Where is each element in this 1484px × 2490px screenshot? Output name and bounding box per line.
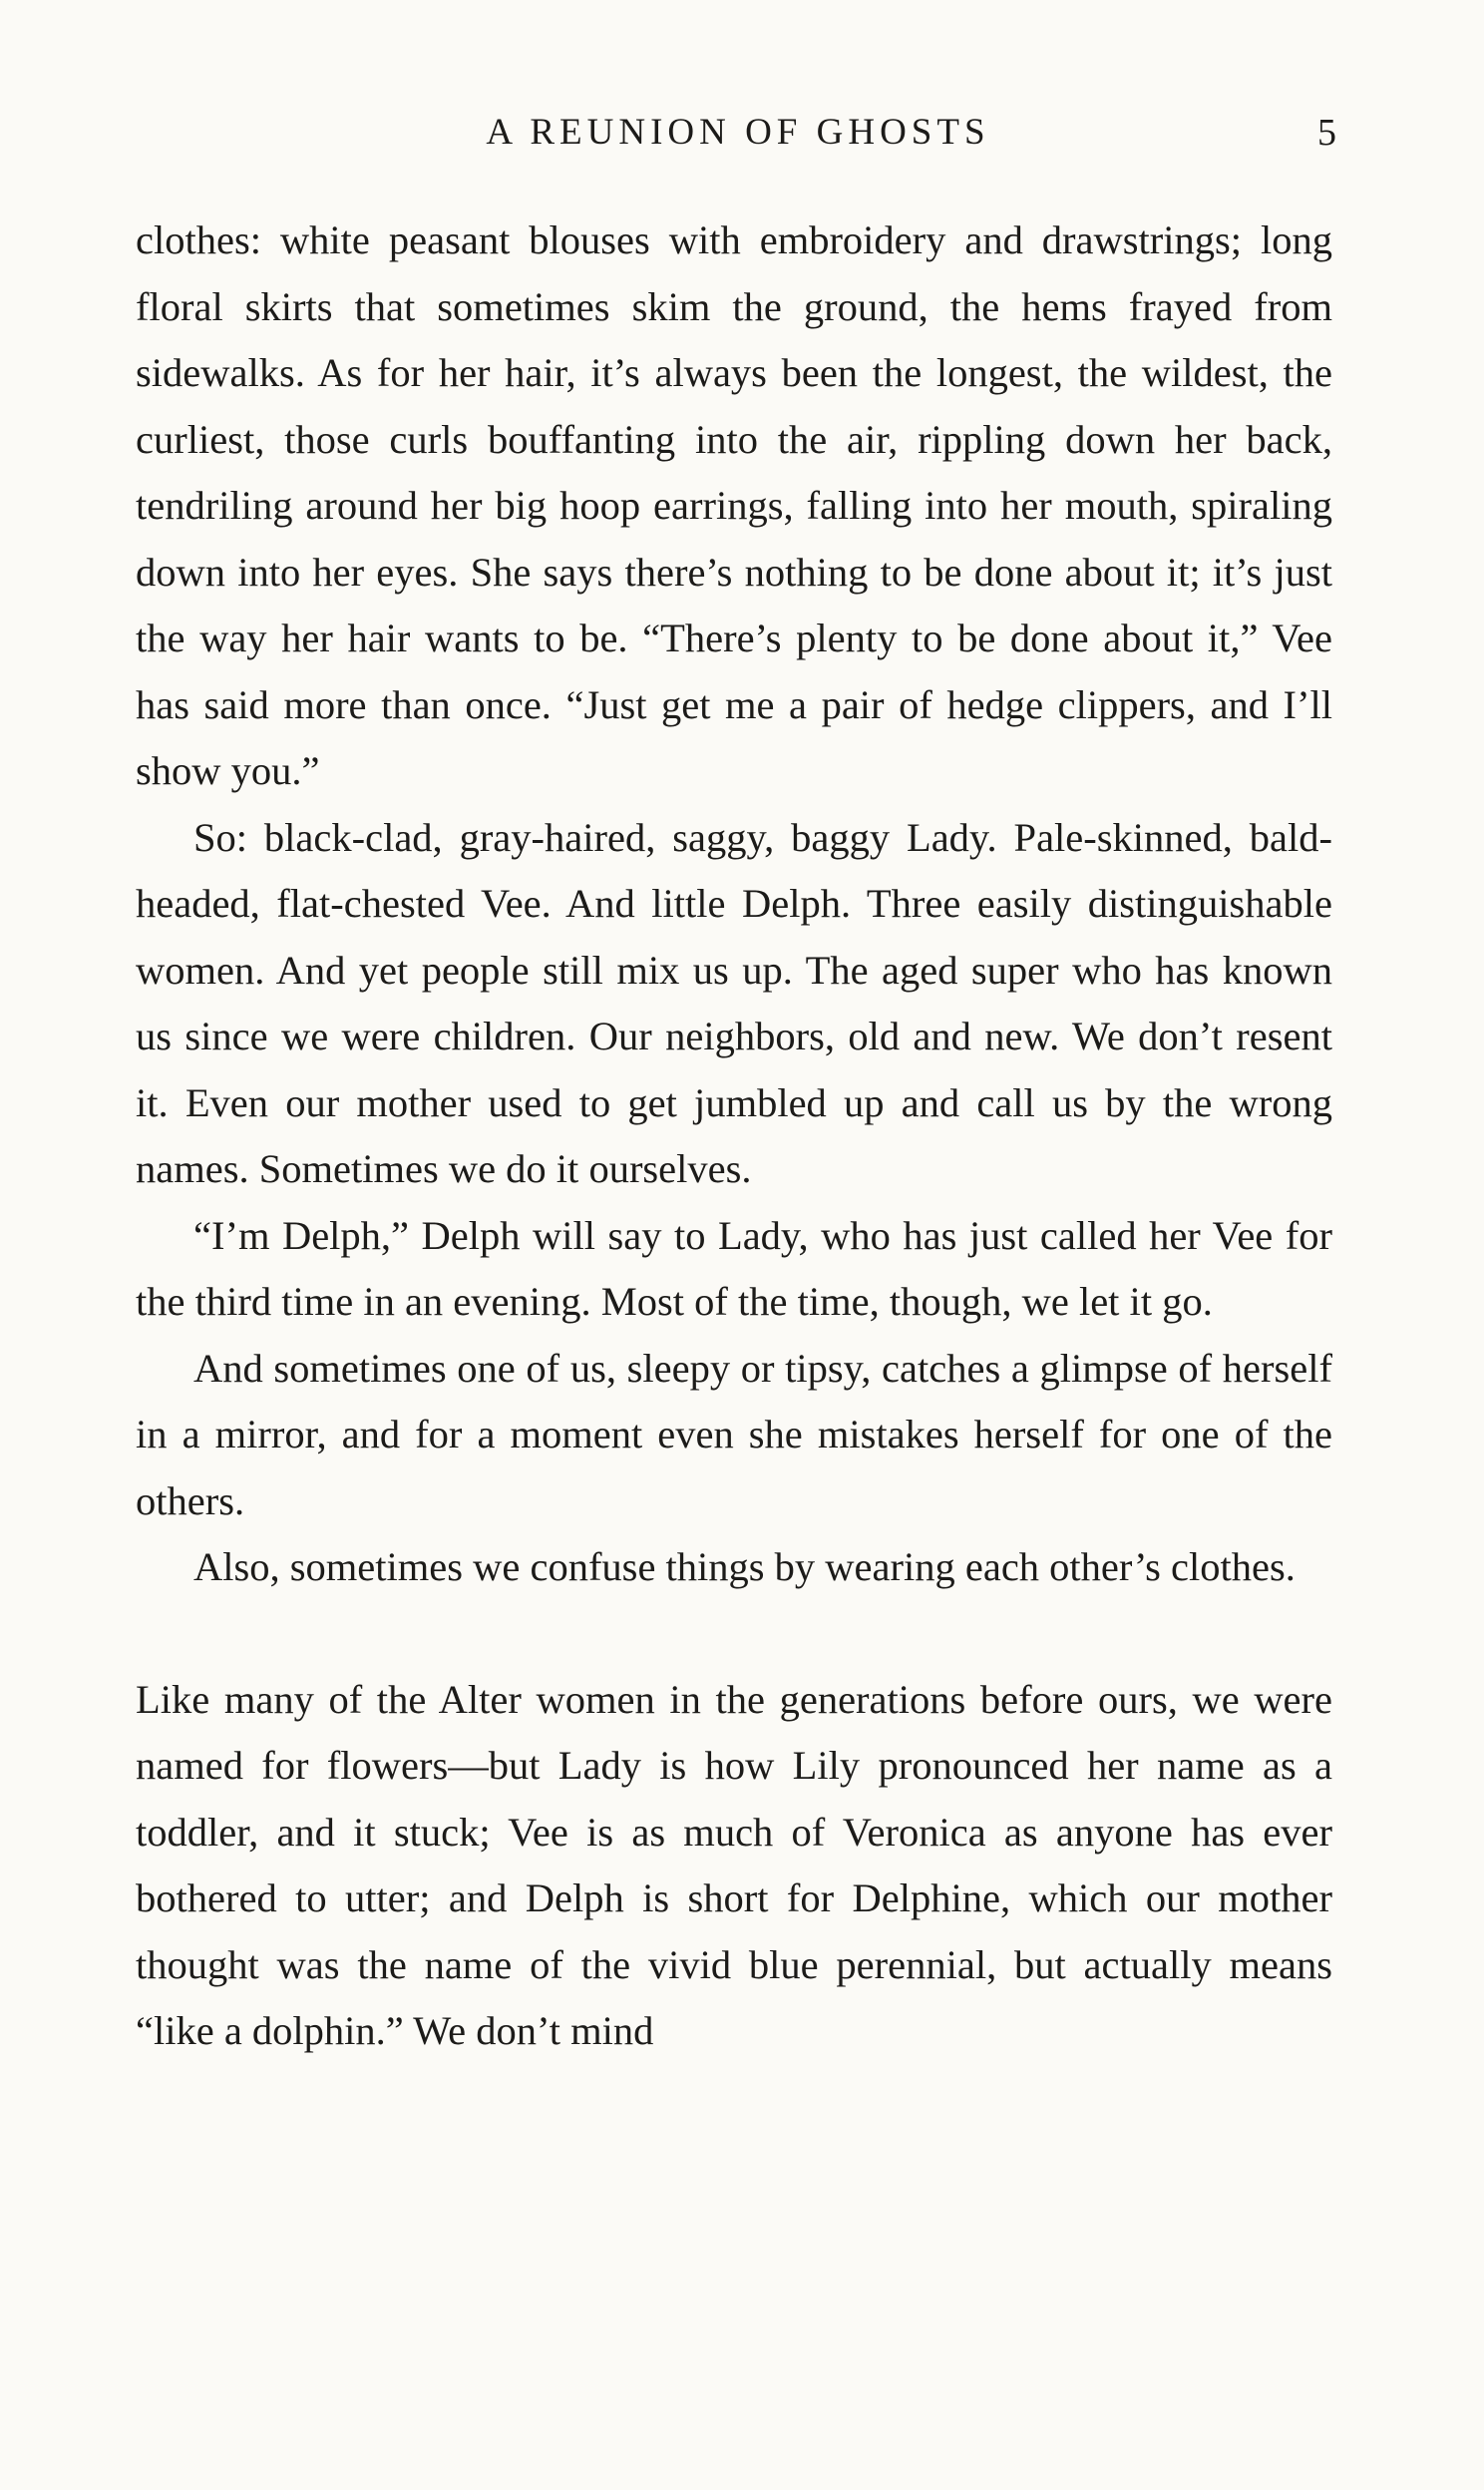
- paragraph: Also, sometimes we confuse things by wearing each other’s clothes.: [193, 1544, 1296, 1589]
- running-title: A REUNION OF GHOSTS: [486, 112, 990, 153]
- running-head: [140, 108, 1336, 158]
- paragraph: And sometimes one of us, sleepy or tipsy, catches a glimpse of herself in a mirror, and for a moment even she mistakes herself for one of the others.: [136, 1345, 1332, 1523]
- section-break: [136, 1601, 1332, 1667]
- paragraph: “I’m Delph,” Delph will say to Lady, who has just called her Vee for the third time in an evening. Most of the time, though, we let it go.: [136, 1212, 1332, 1324]
- body-text: [136, 208, 1332, 2065]
- paragraph: clothes: white peasant blouses with embroidery and drawstrings; long floral skirts that sometimes skim the ground, the hems frayed from sidewalks. As for her hair, it’s always been the longest, the wildest, the curliest, those curls bouffanting into the air, rippling down her back, tendriling around her big hoop earrings, falling into her mouth, spiraling down into her eyes. She says there’s nothing to be done about it; it’s just the way her hair wants to be. “There’s plenty to be done about it,” Vee has said more than once. “Just get me a pair of hedge clippers, and I’ll show you.”: [136, 217, 1332, 793]
- paragraph: So: black-clad, gray-haired, saggy, baggy Lady. Pale-skinned, bald-headed, flat-chested Vee. And little Delph. Three easily distinguishable women. And yet people still mix us up. The aged super who has known us since we were children. Our neighbors, old and new. We don’t resent it. Even our mother used to get jumbled up and call us by the wrong names. Sometimes we do it ourselves.: [136, 814, 1332, 1191]
- paragraph: Like many of the Alter women in the generations before ours, we were named for flowers—but Lady is how Lily pronounced her name as a toddler, and it stuck; Vee is as much of Veronica as anyone has ever bothered to utter; and Delph is short for Delphine, which our mother thought was the name of the vivid blue perennial, but actually means “like a dolphin.” We don’t mind: [136, 1676, 1332, 2053]
- page-number: 5: [1317, 112, 1336, 154]
